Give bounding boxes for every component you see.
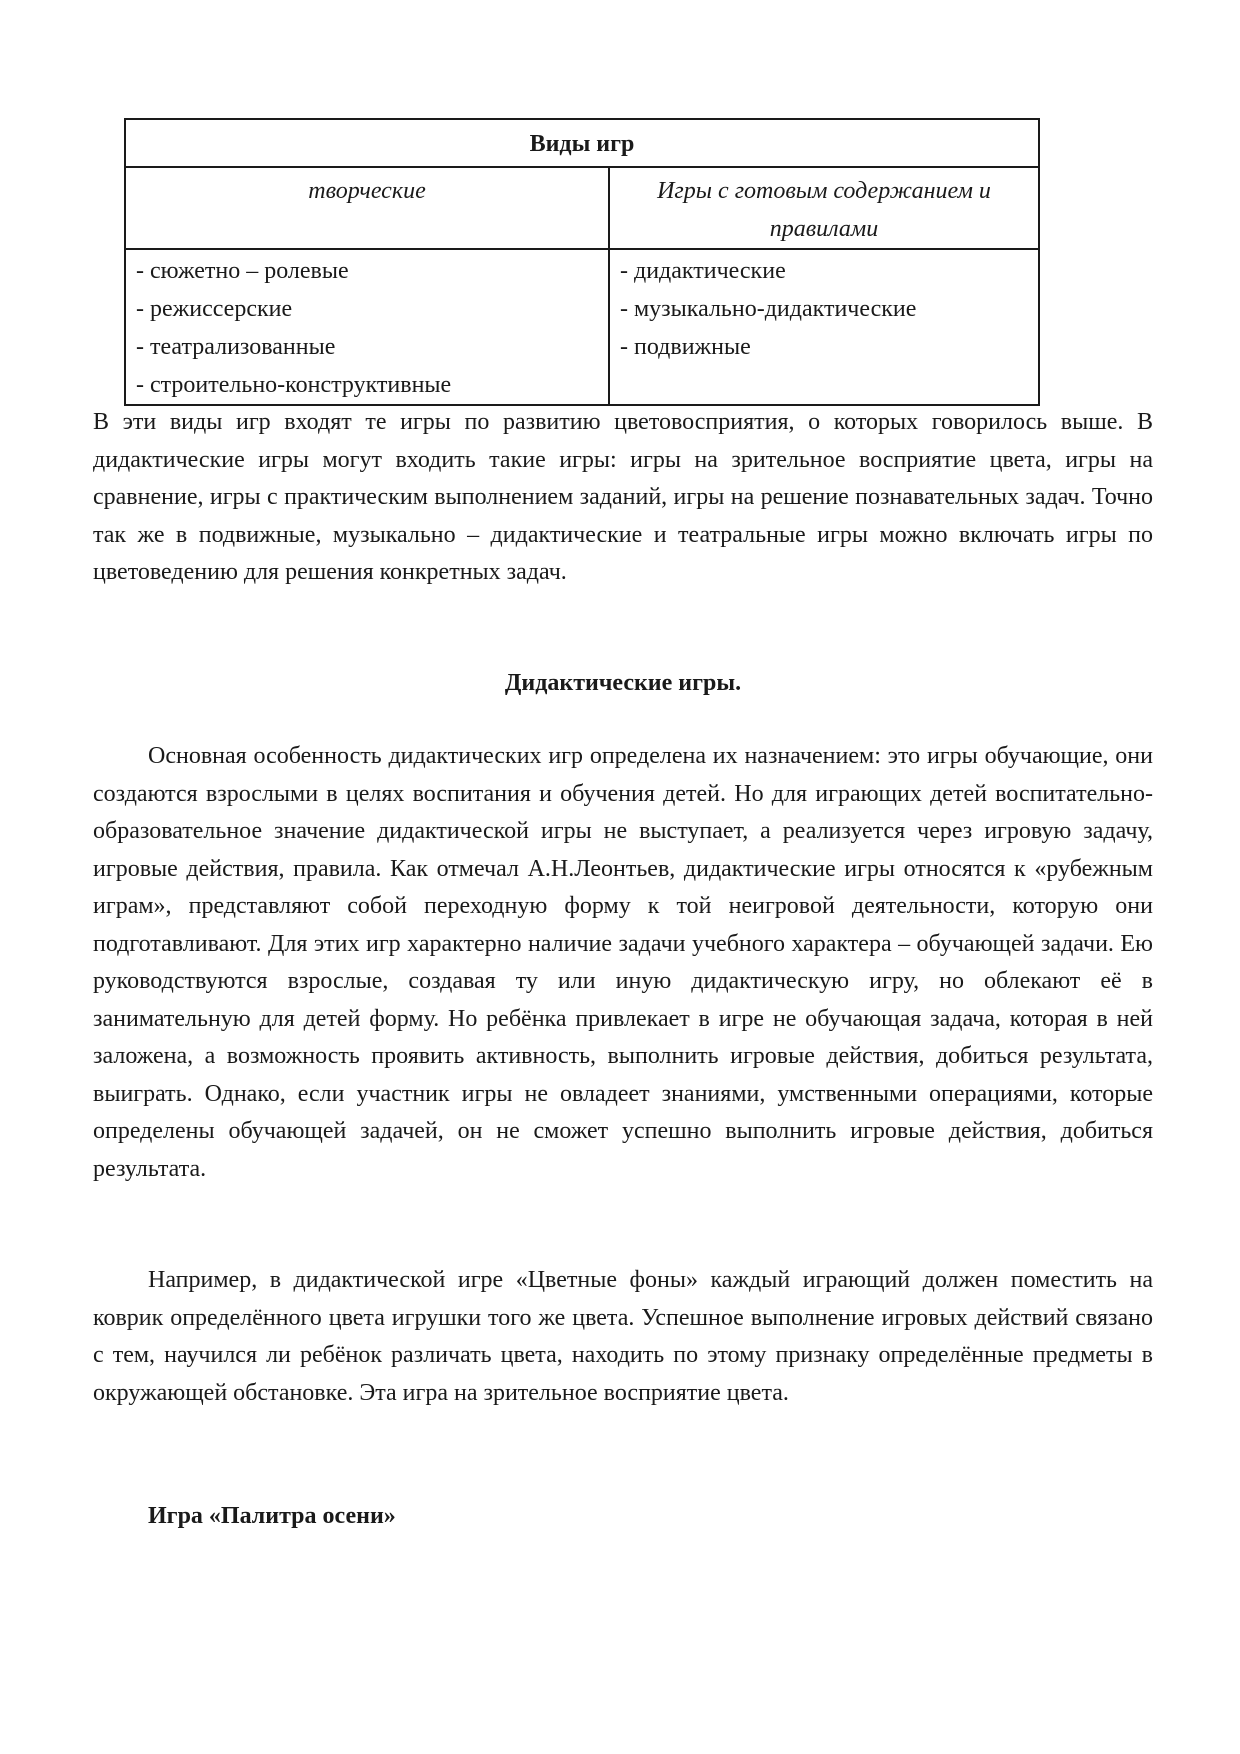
list-item: - сюжетно – ролевые [136,258,349,284]
list-item: - режиссерские [136,296,293,322]
rule-games-list [609,249,1039,405]
list-item: - музыкально-дидактические [620,296,917,322]
list-item: - строительно-конструктивные [136,372,452,398]
table-title: Виды игр [125,119,1039,167]
paragraph-intro: В эти виды игр входят те игры по развитию цветовосприятия, о которых говорилось выше. В дидактические игры могут входить такие игры: игры на зрительное восприятие цвета, игры на сравнение, игры с практическим выполнением заданий, игры на решение познавательных задач. Точно так же в подвижные, музыкально – дидактические и театральные игры можно включать игры по цветоведению для решения конкретных задач. [93,409,1153,585]
table-header-creative: творческие [125,167,609,249]
table-header-rules: Игры с готовым содержанием и правилами [609,167,1039,249]
list-item: - театрализованные [136,334,336,360]
paragraph-example: Например, в дидактической игре «Цветные фоны» каждый играющий должен поместить на коврик определённого цвета игрушки того же цвета. Успешное выполнение игровых действий связано с тем, научился ли ребёнок различать цвета, находить по этому признаку определённые предметы в окружающей обстановке. Эта игра на зрительное восприятие цвета. [93,1267,1153,1406]
game-subheading: Игра «Палитра осени» [148,1503,396,1529]
paragraph-didactic-features: Основная особенность дидактических игр определена их назначением: это игры обучающие, они создаются взрослыми в целях воспитания и обучения детей. Но для играющих детей воспитательно-образовательное значение дидактической игры не выступает, а реализуется через игровую задачу, игровые действия, правила. Как отмечал А.Н.Леонтьев, дидактические игры относятся к «рубежным играм», представляют собой переходную форму к той неигровой деятельности, которую они подготавливают. Для этих игр характерно наличие задачи учебного характера – обучающей задачи. Ею руководствуются взрослые, создавая ту или иную дидактическую игру, но облекают её в занимательную для детей форму. Но ребёнка привлекает в игре не обучающая задача, которая в ней заложена, а возможность проявить активность, выполнить игровые действия, добиться результата, выиграть. Однако, если участник игры не овладеет знаниями, умственными операциями, которые определены обучающей задачей, он не сможет успешно выполнить игровые действия, добиться результата. [93,743,1153,1182]
list-item: - дидактические [620,258,786,284]
list-item: - подвижные [620,334,751,360]
section-heading: Дидактические игры. [504,670,742,696]
creative-games-list [125,249,609,405]
game-types-table [124,118,1040,406]
